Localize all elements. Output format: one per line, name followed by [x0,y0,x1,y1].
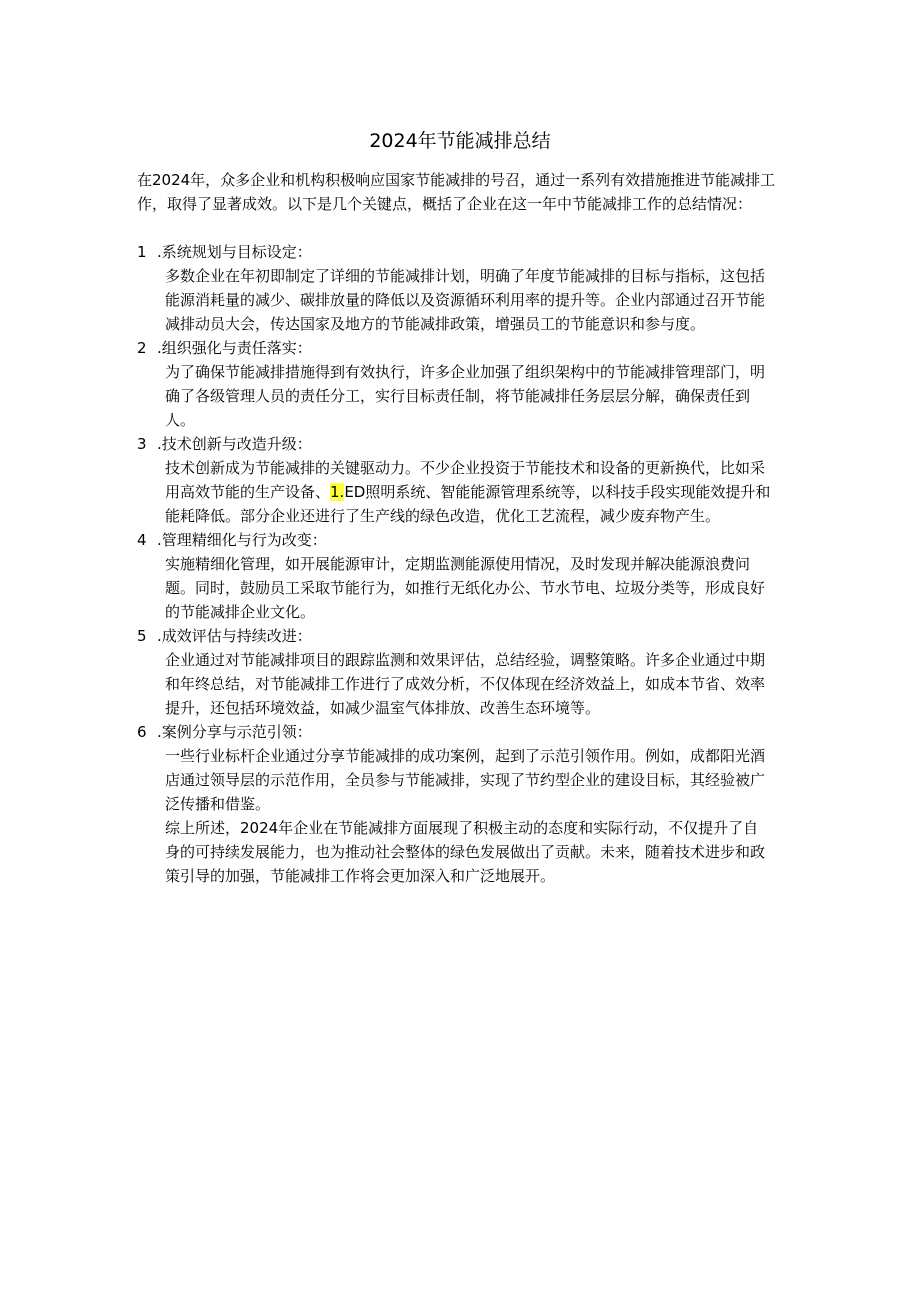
conclusion-paragraph: 综上所述，2024年企业在节能减排方面展现了积极主动的态度和实际行动，不仅提升了自身的可持续发展能力，也为推动社会整体的绿色发展做出了贡献。未来，随着技术进步和政策引导的加强，节能减排工作将会更加深入和广泛地展开。 [165,819,766,885]
section-body: 多数企业在年初即制定了详细的节能减排计划，明确了年度节能减排的目标与指标，这包括能源消耗量的减少、碳排放量的降低以及资源循环利用率的提升等。企业内部通过召开节能减排动员大会，传达国家及地方的节能减排政策，增强员工的节能意识和参与度。 [165,267,766,333]
section-heading [137,336,777,360]
section-body: 实施精细化管理，如开展能源审计，定期监测能源使用情况，及时发现并解决能源浪费问题。同时，鼓励员工采取节能行为，如推行无纸化办公、节水节电、垃圾分类等，形成良好的节能减排企业文化。 [165,555,766,621]
section-heading-text: .系统规划与目标设定： [157,243,312,261]
section-body: 企业通过对节能减排项目的跟踪监测和效果评估，总结经验，调整策略。许多企业通过中期和年终总结，对节能减排工作进行了成效分析，不仅体现在经济效益上，如成本节省、效率提升，还包括环境效益，如减少温室气体排放、改善生态环境等。 [165,651,766,717]
section-heading [137,720,777,744]
section-2 [137,336,777,432]
section-5 [137,624,777,720]
document-title: 2024年节能减排总结 [369,130,551,152]
section-body [165,456,773,528]
section-heading [137,528,777,552]
section-1 [137,240,777,336]
section-heading-text: .成效评估与持续改进： [157,627,312,645]
section-heading-text: .管理精细化与行为改变： [157,531,327,549]
section-3 [137,432,777,528]
section-number: 6 [137,723,147,741]
highlighted-text: 1. [330,483,345,501]
section-heading-text: .技术创新与改造升级： [157,435,312,453]
section-heading [137,624,777,648]
section-list [137,240,777,888]
section-heading [137,432,777,456]
section-heading-text: .组织强化与责任落实： [157,339,312,357]
section-number: 1 [137,243,147,261]
section-6 [137,720,777,888]
body-text-after: ED照明系统、智能能源管理系统等，以科技手段实现能效提升和能耗降低。部分企业还进行了生产线的绿色改造，优化工艺流程，减少废弃物产生。 [165,483,771,525]
section-number: 4 [137,531,147,549]
section-body: 为了确保节能减排措施得到有效执行，许多企业加强了组织架构中的节能减排管理部门，明确了各级管理人员的责任分工，实行目标责任制，将节能减排任务层层分解，确保责任到人。 [165,363,766,429]
body-text-before: 技术创新成为节能减排的关键驱动力。不少企业投资于节能技术和设备的更新换代，比如采用高效节能的生产设备、 [165,459,766,501]
intro-paragraph: 在2024年，众多企业和机构积极响应国家节能减排的号召，通过一系列有效措施推进节能减排工作，取得了显著成效。以下是几个关键点，概括了企业在这一年中节能减排工作的总结情况： [137,171,776,213]
section-number: 3 [137,435,147,453]
section-4 [137,528,777,624]
section-heading-text: .案例分享与示范引领： [157,723,312,741]
section-number: 2 [137,339,147,357]
section-number: 5 [137,627,147,645]
section-body: 一些行业标杆企业通过分享节能减排的成功案例，起到了示范引领作用。例如，成都阳光酒店通过领导层的示范作用，全员参与节能减排，实现了节约型企业的建设目标，其经验被广泛传播和借鉴。 [165,747,766,813]
section-heading [137,240,777,264]
